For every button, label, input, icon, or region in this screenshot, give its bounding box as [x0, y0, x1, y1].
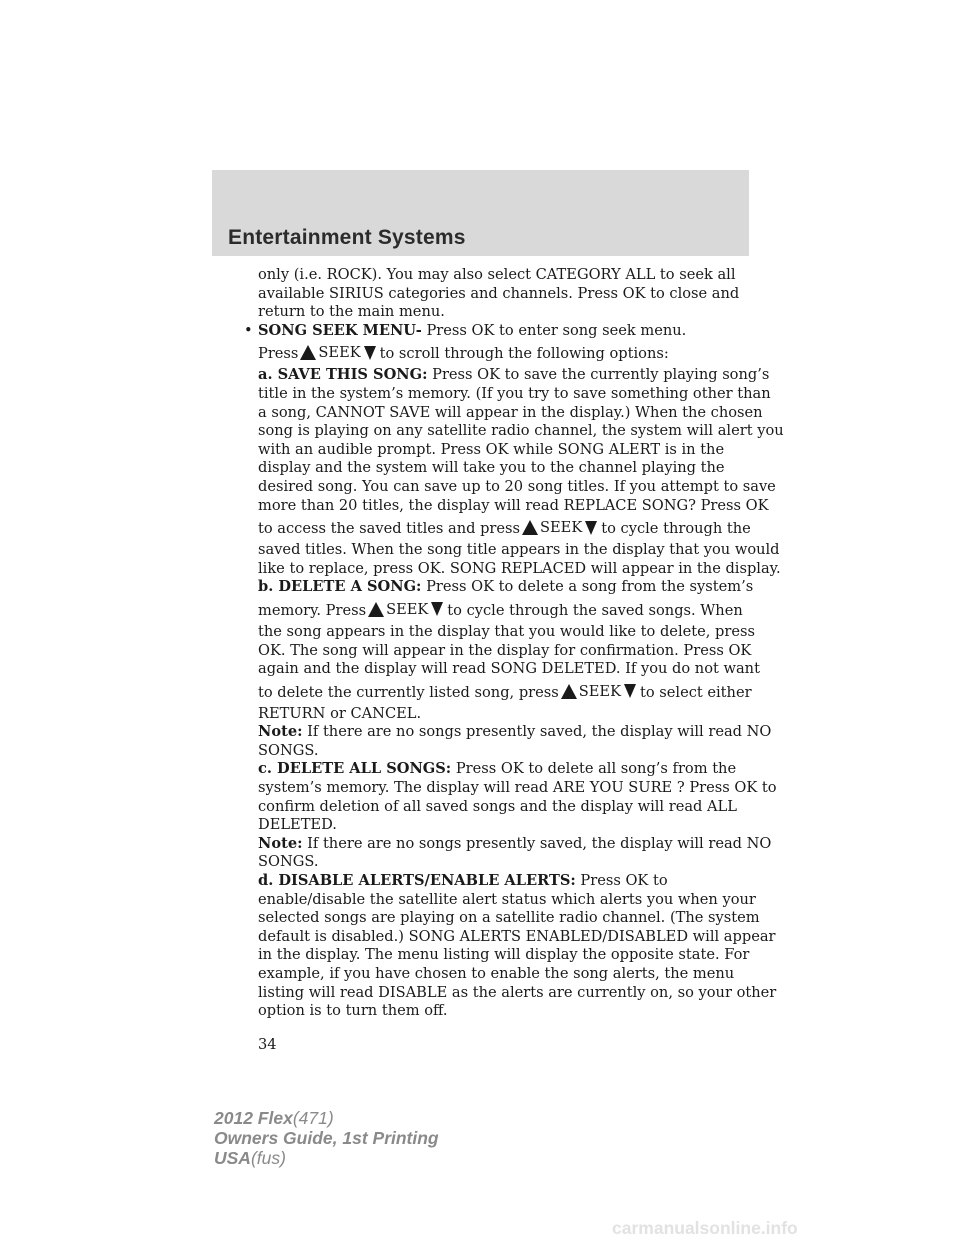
alerts-line: in the display. The menu listing will display the opposite state. For — [258, 946, 750, 964]
save-song-line: display and the system will take you to the channel playing the — [258, 459, 725, 477]
seek-down-arrow-icon — [364, 346, 376, 360]
note: Note: If there are no songs presently saved, the display will read NO — [258, 834, 772, 852]
alerts-line: default is disabled.) SONG ALERTS ENABLED/DISABLED will appear — [258, 927, 776, 945]
seek-up-arrow-icon — [561, 684, 577, 699]
save-song-line: song is playing on any satellite radio channel, the system will alert you — [258, 422, 784, 440]
seek-down-arrow-icon — [431, 602, 443, 616]
seek-button-graphic: SEEK — [300, 340, 375, 365]
seek-instruction-line: Press SEEK to scroll through the following options: — [258, 340, 758, 366]
section-title: Entertainment Systems — [228, 226, 466, 249]
save-song-line: a song, CANNOT SAVE will appear in the display.) When the chosen — [258, 403, 763, 421]
bullet-icon: • — [244, 321, 253, 339]
seek-up-arrow-icon — [368, 602, 384, 617]
seek-up-arrow-icon — [522, 520, 538, 535]
save-song-line: title in the system’s memory. (If you try to save something other than — [258, 384, 771, 402]
note-continuation: SONGS. — [258, 741, 319, 759]
seek-down-arrow-icon — [585, 521, 597, 535]
save-song-seek-line: to access the saved titles and press SEEK to cycle through the — [258, 515, 758, 541]
footer-model: 2012 Flex — [214, 1108, 293, 1128]
alerts-line: selected songs are playing on a satellite radio channel. (The system — [258, 909, 760, 927]
seek-button-graphic: SEEK — [522, 515, 597, 540]
save-song-line: saved titles. When the song title appears in the display that you would — [258, 541, 780, 559]
intro-line: return to the main menu. — [258, 303, 445, 321]
alerts-line: example, if you have chosen to enable the song alerts, the menu — [258, 965, 735, 982]
delete-all-line: DELETED. — [258, 816, 337, 834]
delete-all-songs-heading: c. DELETE ALL SONGS: Press OK to delete all song’s from the — [258, 760, 737, 778]
delete-song-line: RETURN or CANCEL. — [258, 704, 422, 722]
print-footer — [214, 1108, 439, 1168]
delete-song-line: OK. The song will appear in the display for confirmation. Press OK — [258, 641, 752, 659]
delete-song-line: the song appears in the display that you would like to delete, press — [258, 622, 755, 640]
song-seek-menu-item — [244, 321, 758, 341]
seek-up-arrow-icon — [300, 345, 316, 360]
page-number: 34 — [258, 1036, 277, 1053]
footer-market-code: (fus) — [250, 1148, 286, 1168]
delete-all-line: system’s memory. The display will read ARE YOU SURE ? Press OK to — [258, 779, 777, 797]
note: Note: If there are no songs presently saved, the display will read NO — [258, 723, 772, 741]
song-seek-menu-text: Press OK to enter song seek menu. — [421, 321, 687, 339]
footer-model-code: (471) — [292, 1108, 334, 1128]
watermark: carmanualsonline.info — [612, 1218, 798, 1238]
save-song-line: more than 20 titles, the display will read REPLACE SONG? Press OK — [258, 496, 769, 514]
save-this-song-heading: a. SAVE THIS SONG: Press OK to save the currently playing song’s — [258, 366, 770, 384]
seek-button-graphic: SEEK — [368, 597, 443, 622]
save-song-line: like to replace, press OK. SONG REPLACED will appear in the display. — [258, 559, 781, 577]
seek-down-arrow-icon — [624, 684, 636, 698]
delete-song-seek-line: to delete the currently listed song, press SEEK to select either — [258, 679, 758, 705]
alerts-line: option is to turn them off. — [258, 1002, 448, 1020]
alerts-line: listing will read DISABLE as the alerts are currently on, so your other — [258, 983, 777, 1001]
intro-line: available SIRIUS categories and channels. Press OK to close and — [258, 284, 740, 302]
note-continuation: SONGS. — [258, 853, 319, 871]
save-song-line: desired song. You can save up to 20 song titles. If you attempt to save — [258, 477, 776, 495]
alerts-line: enable/disable the satellite alert status which alerts you when your — [258, 890, 756, 908]
song-seek-menu-label: SONG SEEK MENU- — [258, 321, 422, 339]
delete-song-seek-line: memory. Press SEEK to cycle through the saved songs. When — [258, 597, 758, 623]
save-song-line: with an audible prompt. Press OK while SONG ALERT is in the — [258, 440, 725, 458]
delete-all-line: confirm deletion of all saved songs and the display will read ALL — [258, 797, 737, 815]
footer-guide: Owners Guide, 1st Printing — [214, 1128, 439, 1148]
delete-song-line: again and the display will read SONG DELETED. If you do not want — [258, 660, 760, 678]
manual-body-text — [244, 266, 784, 1021]
seek-button-graphic: SEEK — [561, 679, 636, 704]
delete-a-song-heading: b. DELETE A SONG: Press OK to delete a song from the system’s — [258, 578, 754, 596]
intro-line: only (i.e. ROCK). You may also select CATEGORY ALL to seek all — [258, 266, 736, 283]
footer-market: USA — [214, 1148, 251, 1168]
alerts-heading: d. DISABLE ALERTS/ENABLE ALERTS: Press OK to — [258, 872, 668, 890]
